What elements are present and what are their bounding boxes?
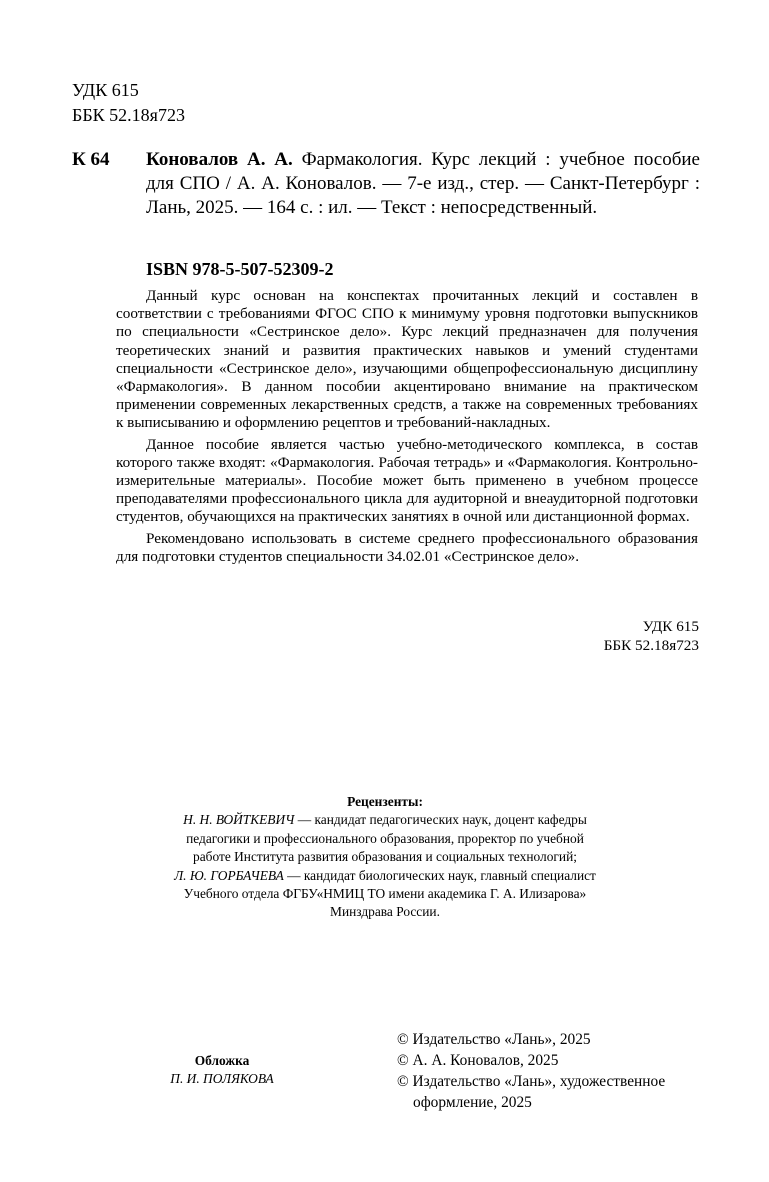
bbk-code: ББК 52.18я723 bbox=[72, 105, 185, 125]
reviewer-2-line: Минздрава России. bbox=[330, 904, 440, 920]
copyright-line: © Издательство «Лань», художественное bbox=[397, 1073, 666, 1090]
copyright-line: оформление, 2025 bbox=[413, 1094, 532, 1111]
reviewer-1-line: педагогики и профессионального образования, проректор по учебной bbox=[186, 830, 584, 846]
reviewer-2-line: Учебного отдела ФГБУ«НМИЦ ТО имени академика Г. А. Илизарова» bbox=[183, 886, 587, 902]
reviewers bbox=[100, 793, 670, 922]
reviewer-1-line: работе Института развития образования и социальных технологий; bbox=[193, 849, 577, 865]
copyright-line: © Издательство «Лань», 2025 bbox=[397, 1031, 591, 1048]
cover-heading: Обложка bbox=[194, 1053, 250, 1068]
reviewer-1-name: Н. Н. ВОЙТКЕВИЧ bbox=[183, 812, 295, 828]
abstract-paragraph: Рекомендовано использовать в системе среднего профессионального образования для подготовки студентов специальности 34.02.01 «Сестринское дело». bbox=[116, 529, 698, 565]
bbk-code: ББК 52.18я723 bbox=[603, 636, 699, 654]
abstract-paragraph: Данный курс основан на конспектах прочитанных лекций и составлен в соответствии с требованиями ФГОС СПО к минимуму уровня подготовки выпускников по специальности «Сестринское дело». Курс лекций предназначен для получения теоретических знаний и развития практических навыков и умений студентами специальности «Сестринское дело», изучающими общепрофессиональную дисциплину «Фармакология». В данном пособии акцентировано внимание на практическом применении современных лекарственных средств, а также на современных требованиях к выписыванию и оформлению рецептов и требований-накладных. bbox=[116, 287, 698, 432]
reviewer-1-credentials: — кандидат педагогических наук, доцент кафедры bbox=[294, 812, 587, 828]
copyright-line: © А. А. Коновалов, 2025 bbox=[397, 1052, 559, 1069]
reviewer-2-name: Л. Ю. ГОРБАЧЕВА bbox=[174, 867, 284, 883]
reviewer-2-line bbox=[100, 867, 670, 885]
cover-artist: П. И. ПОЛЯКОВА bbox=[170, 1071, 274, 1087]
reviewer-1-line bbox=[100, 811, 670, 829]
copyright-block bbox=[397, 1029, 717, 1113]
udk-code: УДК 615 bbox=[72, 80, 139, 100]
author-name: Коновалов А. А. bbox=[146, 149, 293, 170]
reviewers-heading: Рецензенты: bbox=[347, 794, 423, 809]
bibliographic-entry bbox=[72, 148, 700, 220]
author-code: К 64 bbox=[72, 149, 110, 170]
bibliographic-description: Фармакология. Курс лекций : учебное пособие для СПО / А. А. Коновалов. — 7-е изд., стер. — Санкт-Петербург : Лань, 2025. — 164 с. : ил. — Текст : непосредственный. bbox=[146, 149, 700, 218]
bottom-classification bbox=[604, 618, 699, 655]
cover-credit bbox=[150, 1052, 294, 1089]
abstract bbox=[116, 287, 698, 569]
isbn: ISBN 978-5-507-52309-2 bbox=[146, 259, 334, 279]
abstract-paragraph: Данное пособие является частью учебно-методического комплекса, в состав которого также входят: «Фармакология. Рабочая тетрадь» и «Фармакология. Контрольно-измерительные материалы». Пособие может быть применено в учебном процессе преподавателями профессионального цикла для аудиторной и внеаудиторной подготовки студентов, обучающихся на практических занятиях в очной или дистанционной формах. bbox=[116, 435, 698, 526]
top-classification bbox=[72, 78, 185, 128]
bibliographic-description-block bbox=[146, 148, 700, 220]
reviewer-2-credentials: — кандидат биологических наук, главный специалист bbox=[283, 867, 596, 883]
udk-code: УДК 615 bbox=[642, 618, 699, 635]
